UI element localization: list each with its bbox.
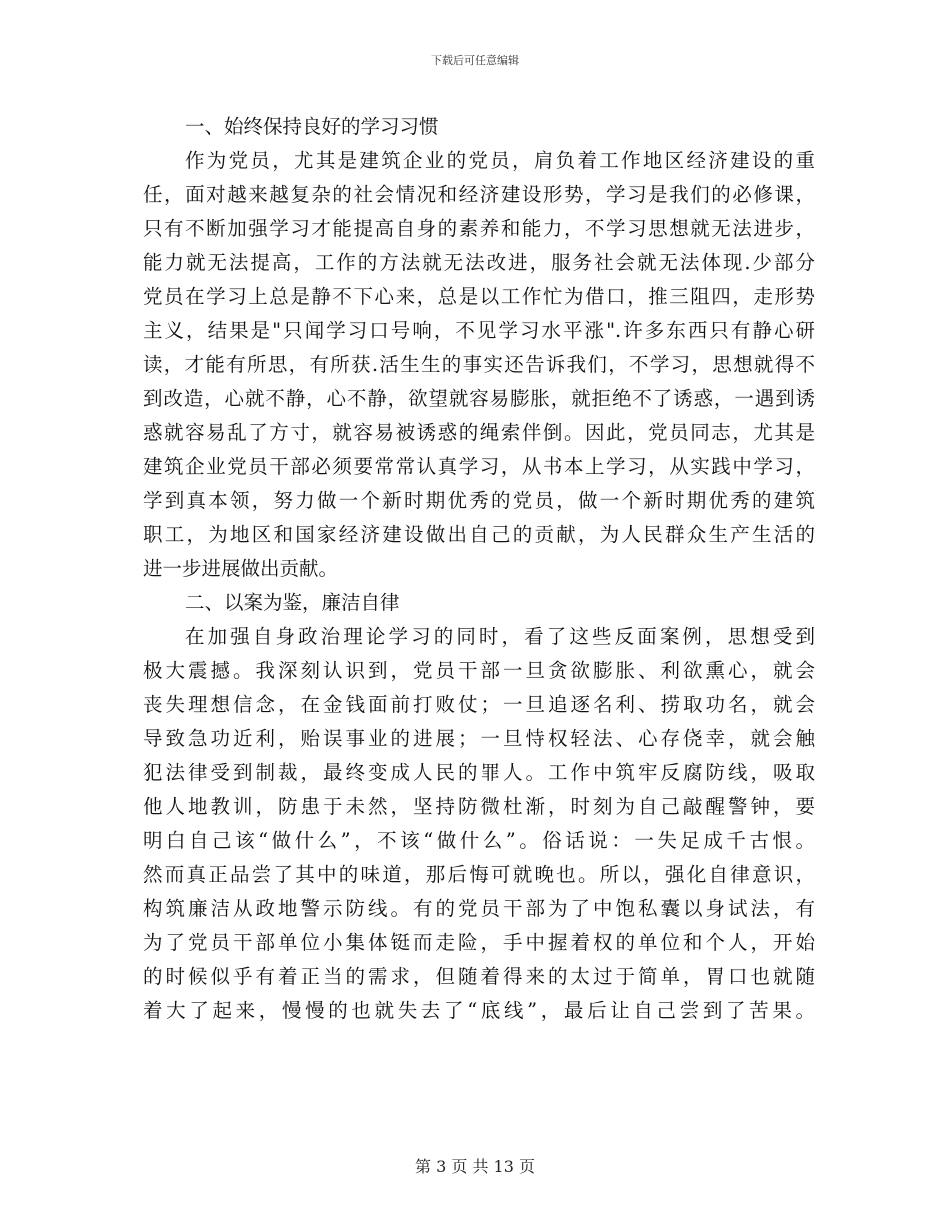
section-heading-1: 一、始终保持良好的学习习惯	[185, 115, 439, 138]
document-body	[143, 110, 815, 1028]
paragraph-2-line: 着大了起来，慢慢的也就失去了“底线”，最后让自己尝到了苦果。	[143, 999, 815, 1022]
paragraph-1-line: 到改造，心就不静，心不静，欲望就容易膨胀，就拒绝不了诱惑，一遇到诱	[143, 387, 815, 410]
paragraph-2-line: 然而真正品尝了其中的味道，那后悔可就晚也。所以，强化自律意识，	[143, 863, 815, 886]
paragraph-1-line: 只有不断加强学习才能提高自身的素养和能力，不学习思想就无法进步，	[143, 217, 815, 240]
paragraph-1-line: 作为党员，尤其是建筑企业的党员，肩负着工作地区经济建设的重	[185, 149, 815, 172]
page-number: 第 3 页 共 13 页	[415, 1157, 535, 1176]
paragraph-1-line: 职工，为地区和国家经济建设做出自己的贡献，为人民群众生产生活的	[143, 523, 815, 546]
paragraph-2-line: 在加强自身政治理论学习的同时，看了这些反面案例，思想受到	[185, 625, 815, 648]
paragraph-1-line: 党员在学习上总是静不下心来，总是以工作忙为借口，推三阻四，走形势	[143, 285, 815, 308]
paragraph-2-line: 构筑廉洁从政地警示防线。有的党员干部为了中饱私囊以身试法，有	[143, 897, 815, 920]
paragraph-1-line: 能力就无法提高，工作的方法就无法改进，服务社会就无法体现.少部分	[143, 251, 815, 274]
paragraph-1-line: 主义，结果是"只闻学习口号响，不见学习水平涨".许多东西只有静心研	[143, 319, 815, 342]
paragraph-2-line: 他人地教训，防患于未然，坚持防微杜渐，时刻为自己敲醒警钟，要	[143, 795, 815, 818]
paragraph-2-line: 丧失理想信念，在金钱面前打败仗；一旦追逐名利、捞取功名，就会	[143, 693, 815, 716]
paragraph-2-line: 的时候似乎有着正当的需求，但随着得来的太过于简单，胃口也就随	[143, 965, 815, 988]
paragraph-1-line: 读，才能有所思，有所获.活生生的事实还告诉我们，不学习，思想就得不	[143, 353, 815, 376]
paragraph-1-line: 学到真本领，努力做一个新时期优秀的党员，做一个新时期优秀的建筑	[143, 489, 815, 512]
paragraph-1-line: 进一步进展做出贡献。	[143, 557, 339, 580]
section-heading-2: 二、以案为鉴，廉洁自律	[185, 591, 400, 614]
paragraph-1-line: 任，面对越来越复杂的社会情况和经济建设形势，学习是我们的必修课，	[143, 183, 815, 206]
paragraph-2-line: 导致急功近利，贻误事业的进展；一旦恃权轻法、心存侥幸，就会触	[143, 727, 815, 750]
page-header: 下载后可任意编辑	[431, 54, 519, 67]
paragraph-1-line: 惑就容易乱了方寸，就容易被诱惑的绳索伴倒。因此，党员同志，尤其是	[143, 421, 815, 444]
paragraph-2-line: 为了党员干部单位小集体铤而走险，手中握着权的单位和个人，开始	[143, 931, 815, 954]
paragraph-2-line: 犯法律受到制裁，最终变成人民的罪人。工作中筑牢反腐防线，吸取	[143, 761, 815, 784]
paragraph-2-line: 明白自己该“做什么”，不该“做什么”。俗话说：一失足成千古恨。	[143, 829, 815, 852]
paragraph-2-line: 极大震撼。我深刻认识到，党员干部一旦贪欲膨胀、利欲熏心，就会	[143, 659, 815, 682]
paragraph-1-line: 建筑企业党员干部必须要常常认真学习，从书本上学习，从实践中学习，	[143, 455, 815, 478]
